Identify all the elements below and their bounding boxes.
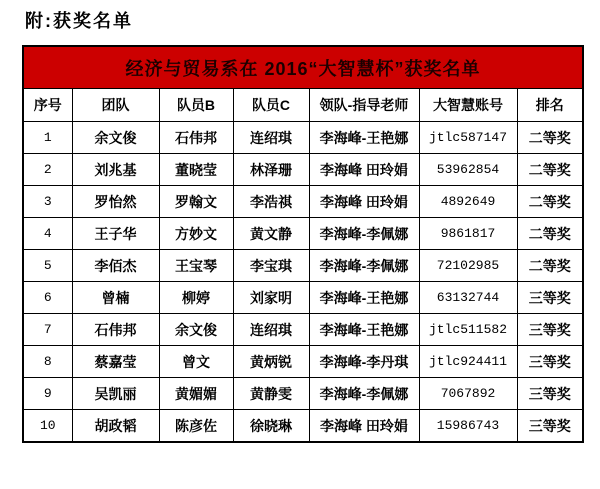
cell-account: 53962854	[419, 154, 517, 186]
cell-rank: 二等奖	[517, 250, 583, 282]
cell-account: 63132744	[419, 282, 517, 314]
cell-team: 吴凯丽	[72, 378, 159, 410]
column-header-member-b: 队员B	[159, 89, 233, 122]
cell-leader-advisor: 李海峰 田玲娟	[309, 154, 419, 186]
table-row	[23, 282, 583, 314]
cell-account: jtlc924411	[419, 346, 517, 378]
cell-member-b: 黄媚媚	[159, 378, 233, 410]
cell-account: jtlc587147	[419, 122, 517, 154]
cell-team: 王子华	[72, 218, 159, 250]
column-header-index: 序号	[23, 89, 72, 122]
cell-member-c: 连绍琪	[233, 122, 309, 154]
column-header-team: 团队	[72, 89, 159, 122]
cell-rank: 二等奖	[517, 122, 583, 154]
cell-member-b: 王宝琴	[159, 250, 233, 282]
cell-rank: 三等奖	[517, 346, 583, 378]
table-row	[23, 218, 583, 250]
cell-index: 8	[23, 346, 72, 378]
cell-leader-advisor: 李海峰-王艳娜	[309, 282, 419, 314]
cell-member-b: 石伟邦	[159, 122, 233, 154]
table-row	[23, 378, 583, 410]
cell-member-c: 林泽珊	[233, 154, 309, 186]
column-header-leader-advisor: 领队-指导老师	[309, 89, 419, 122]
cell-rank: 三等奖	[517, 314, 583, 346]
cell-index: 2	[23, 154, 72, 186]
cell-team: 李佰杰	[72, 250, 159, 282]
table-row	[23, 314, 583, 346]
cell-leader-advisor: 李海峰-李佩娜	[309, 218, 419, 250]
cell-member-c: 刘家明	[233, 282, 309, 314]
cell-team: 蔡嘉莹	[72, 346, 159, 378]
cell-index: 4	[23, 218, 72, 250]
cell-team: 胡政韬	[72, 410, 159, 443]
column-header-account: 大智慧账号	[419, 89, 517, 122]
banner-row	[23, 46, 583, 89]
cell-member-c: 黄静雯	[233, 378, 309, 410]
cell-team: 石伟邦	[72, 314, 159, 346]
cell-member-b: 罗翰文	[159, 186, 233, 218]
page-title: 附:获奖名单	[25, 11, 133, 31]
column-header-member-c: 队员C	[233, 89, 309, 122]
cell-leader-advisor: 李海峰-李丹琪	[309, 346, 419, 378]
cell-member-b: 董晓莹	[159, 154, 233, 186]
cell-member-b: 方妙文	[159, 218, 233, 250]
cell-member-c: 黄炳锐	[233, 346, 309, 378]
table-row	[23, 410, 583, 443]
cell-member-c: 李浩祺	[233, 186, 309, 218]
table-row	[23, 186, 583, 218]
column-header-rank: 排名	[517, 89, 583, 122]
cell-team: 余文俊	[72, 122, 159, 154]
cell-rank: 二等奖	[517, 154, 583, 186]
cell-account: 72102985	[419, 250, 517, 282]
cell-index: 10	[23, 410, 72, 443]
cell-member-c: 黄文静	[233, 218, 309, 250]
cell-index: 1	[23, 122, 72, 154]
cell-member-c: 徐晓琳	[233, 410, 309, 443]
cell-leader-advisor: 李海峰-王艳娜	[309, 122, 419, 154]
cell-account: 15986743	[419, 410, 517, 443]
cell-team: 罗怡然	[72, 186, 159, 218]
cell-index: 3	[23, 186, 72, 218]
cell-account: jtlc511582	[419, 314, 517, 346]
cell-index: 7	[23, 314, 72, 346]
table-body	[23, 122, 583, 443]
cell-member-b: 曾文	[159, 346, 233, 378]
cell-account: 9861817	[419, 218, 517, 250]
award-table	[22, 45, 584, 443]
table-header-row	[23, 89, 583, 122]
cell-rank: 三等奖	[517, 378, 583, 410]
cell-index: 6	[23, 282, 72, 314]
cell-leader-advisor: 李海峰-李佩娜	[309, 250, 419, 282]
table-row	[23, 154, 583, 186]
cell-member-b: 陈彦佐	[159, 410, 233, 443]
cell-index: 9	[23, 378, 72, 410]
cell-member-c: 连绍琪	[233, 314, 309, 346]
cell-team: 曾楠	[72, 282, 159, 314]
table-row	[23, 250, 583, 282]
cell-leader-advisor: 李海峰 田玲娟	[309, 410, 419, 443]
cell-leader-advisor: 李海峰 田玲娟	[309, 186, 419, 218]
cell-index: 5	[23, 250, 72, 282]
cell-account: 4892649	[419, 186, 517, 218]
cell-rank: 三等奖	[517, 282, 583, 314]
cell-member-b: 余文俊	[159, 314, 233, 346]
cell-member-b: 柳婷	[159, 282, 233, 314]
table-banner-title: 经济与贸易系在 2016“大智慧杯”获奖名单	[23, 46, 583, 89]
cell-leader-advisor: 李海峰-王艳娜	[309, 314, 419, 346]
cell-member-c: 李宝琪	[233, 250, 309, 282]
cell-leader-advisor: 李海峰-李佩娜	[309, 378, 419, 410]
cell-rank: 三等奖	[517, 410, 583, 443]
cell-team: 刘兆基	[72, 154, 159, 186]
table-row	[23, 122, 583, 154]
table-row	[23, 346, 583, 378]
cell-rank: 二等奖	[517, 186, 583, 218]
cell-rank: 二等奖	[517, 218, 583, 250]
cell-account: 7067892	[419, 378, 517, 410]
